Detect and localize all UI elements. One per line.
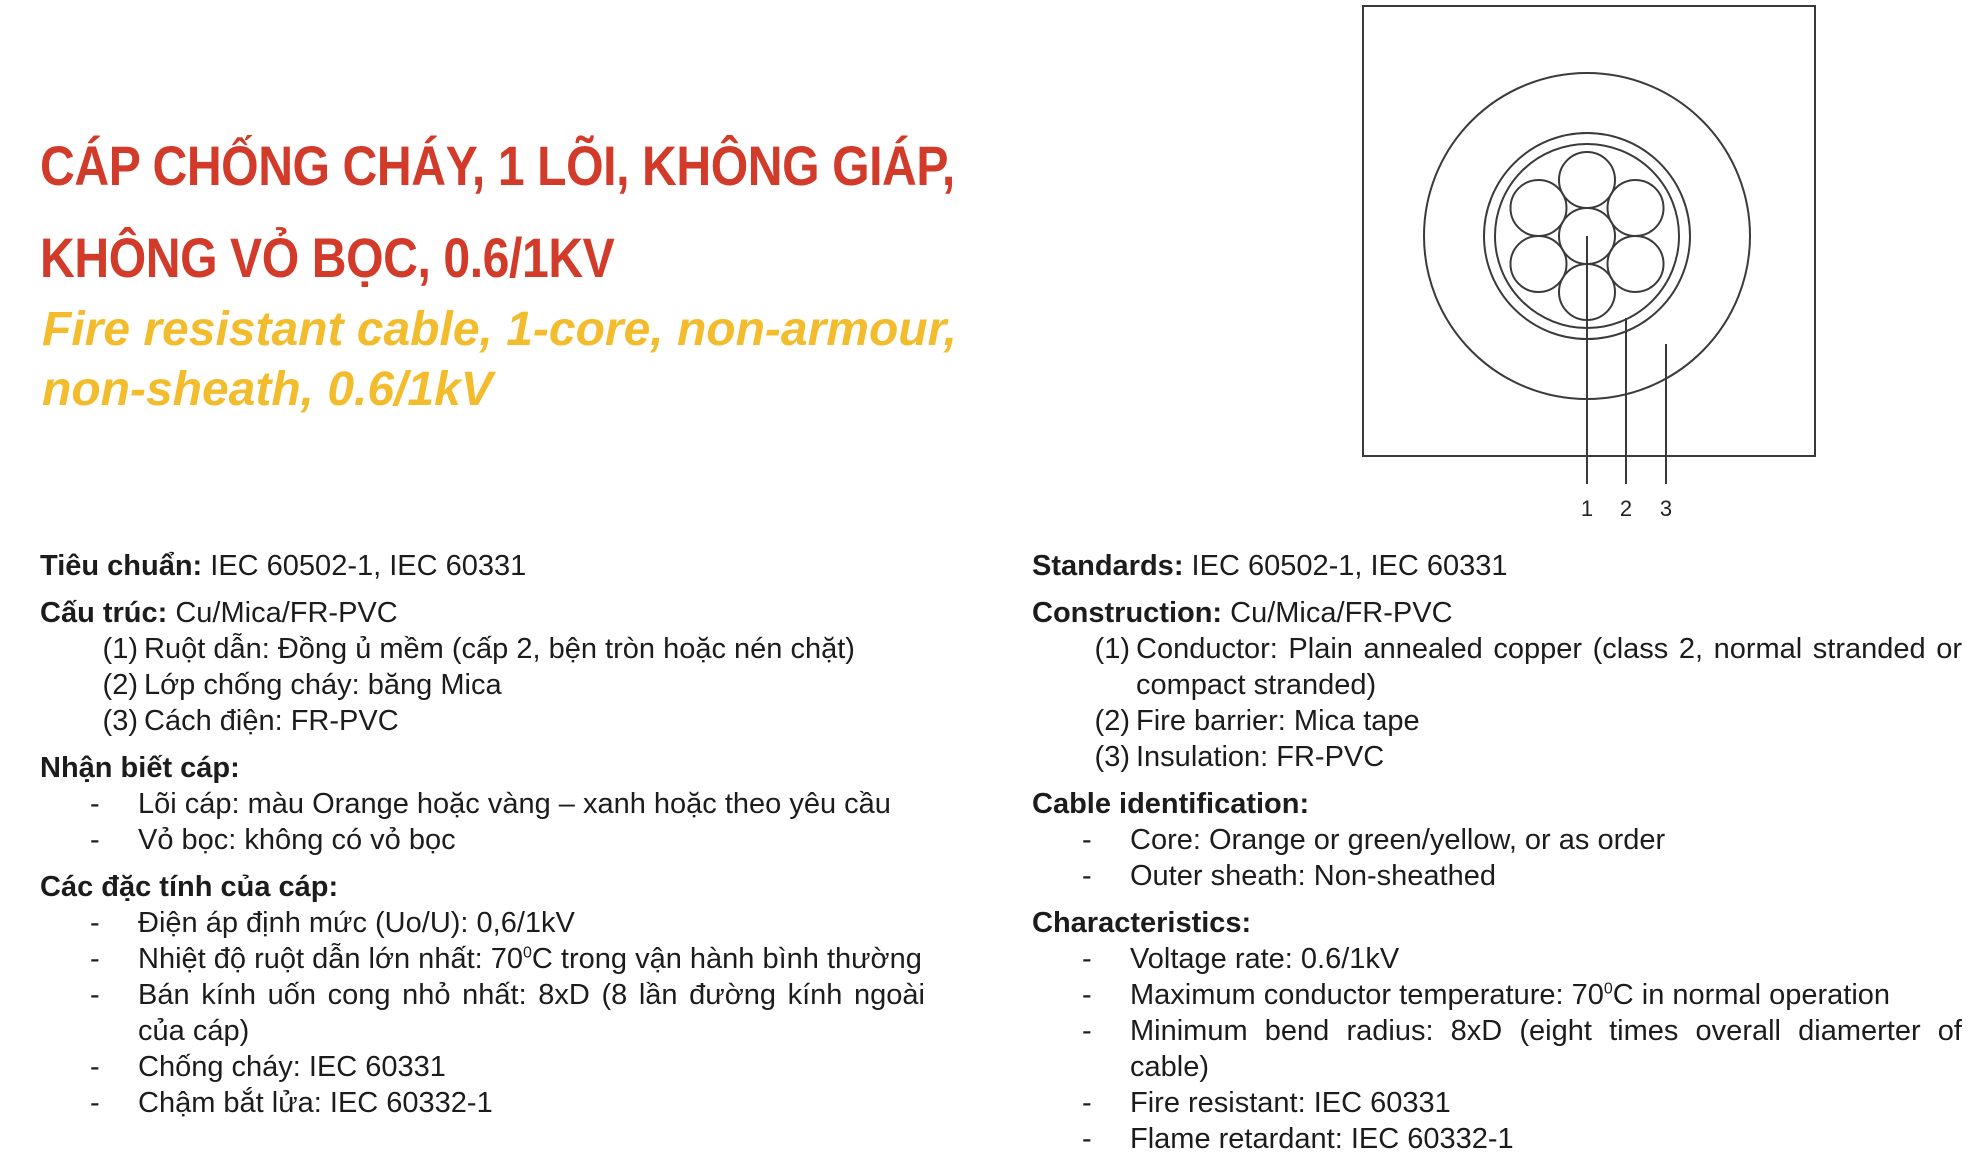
list-item xyxy=(1032,1013,1962,1085)
vi-standards-label: Tiêu chuẩn: xyxy=(40,550,203,582)
title-english xyxy=(42,300,957,420)
degree-superscript: 0 xyxy=(523,944,532,962)
strand-top-left xyxy=(1511,180,1567,236)
list-item xyxy=(1032,977,1962,1013)
title-vietnamese xyxy=(40,120,955,304)
vi-identification xyxy=(40,750,970,858)
item-number: (3) xyxy=(102,705,138,737)
en-standards-value: IEC 60502-1, IEC 60331 xyxy=(1183,550,1508,582)
vi-construction-value: Cu/Mica/FR-PVC xyxy=(167,597,398,629)
item-text: Điện áp định mức (Uo/U): 0,6/1kV xyxy=(138,907,575,939)
vi-characteristics-label: Các đặc tính của cáp: xyxy=(40,871,339,903)
item-dash: - xyxy=(90,943,100,975)
item-text: Core: Orange or green/yellow, or as order xyxy=(1130,824,1666,856)
list-item xyxy=(40,667,970,703)
item-text: Chậm bắt lửa: IEC 60332-1 xyxy=(138,1087,493,1119)
en-standards xyxy=(1032,548,1962,584)
item-dash: - xyxy=(90,979,100,1011)
list-item xyxy=(1032,941,1962,977)
vi-identification-label: Nhận biết cáp: xyxy=(40,752,240,784)
item-text: Vỏ bọc: không có vỏ bọc xyxy=(138,824,456,856)
cable-cross-section-diagram xyxy=(1360,0,1830,540)
item-text: Lớp chống cháy: băng Mica xyxy=(144,669,502,701)
en-construction-value: Cu/Mica/FR-PVC xyxy=(1222,597,1453,629)
list-item xyxy=(40,1049,925,1085)
title-vi-line-2: KHÔNG VỎ BỌC, 0.6/1KV xyxy=(40,226,615,289)
diagram-label-1: 1 xyxy=(1580,496,1594,521)
list-item xyxy=(1032,1085,1962,1121)
list-item xyxy=(1032,631,1962,703)
item-text: Outer sheath: Non-sheathed xyxy=(1130,860,1496,892)
vi-standards xyxy=(40,548,970,584)
list-item xyxy=(1032,822,1962,858)
item-number: (2) xyxy=(1094,705,1130,737)
title-vi-line-1: CÁP CHỐNG CHÁY, 1 LÕI, KHÔNG GIÁP, xyxy=(40,134,955,197)
item-text xyxy=(1130,977,1962,1013)
item-text: Cách điện: FR-PVC xyxy=(144,705,399,737)
english-spec-column xyxy=(1032,548,1962,1157)
list-item xyxy=(1032,858,1962,894)
list-item xyxy=(40,786,970,822)
item-dash: - xyxy=(1082,1123,1092,1155)
list-item xyxy=(40,905,925,941)
list-item xyxy=(40,941,925,977)
item-dash: - xyxy=(90,824,100,856)
diagram-label-2: 2 xyxy=(1619,496,1633,521)
item-number: (2) xyxy=(102,669,138,701)
list-item xyxy=(40,631,970,667)
list-item xyxy=(40,1085,925,1121)
en-construction-label: Construction: xyxy=(1032,597,1223,629)
list-item xyxy=(40,703,970,739)
item-dash: - xyxy=(90,788,100,820)
item-dash: - xyxy=(90,1051,100,1083)
item-text-pre: Maximum conductor temperature: 70 xyxy=(1130,979,1604,1011)
strand-bottom-right xyxy=(1608,236,1664,292)
item-text-post: C in normal operation xyxy=(1612,979,1891,1011)
item-text: Chống cháy: IEC 60331 xyxy=(138,1051,446,1083)
en-characteristics xyxy=(1032,905,1962,1157)
list-item xyxy=(40,822,970,858)
en-standards-label: Standards: xyxy=(1032,550,1184,582)
diagram-label-3: 3 xyxy=(1659,496,1673,521)
item-dash: - xyxy=(90,907,100,939)
vi-construction-label: Cấu trúc: xyxy=(40,597,168,629)
vi-standards-value: IEC 60502-1, IEC 60331 xyxy=(202,550,527,582)
item-dash: - xyxy=(1082,1015,1092,1047)
en-identification xyxy=(1032,786,1962,894)
item-text xyxy=(138,941,925,977)
item-text: Conductor: Plain annealed copper (class 2, normal stranded or compact stranded) xyxy=(1136,633,1962,701)
item-dash: - xyxy=(1082,860,1092,892)
item-dash: - xyxy=(1082,943,1092,975)
en-identification-label: Cable identification: xyxy=(1032,788,1310,820)
list-item xyxy=(40,977,925,1049)
en-characteristics-label: Characteristics: xyxy=(1032,907,1252,939)
strand-top xyxy=(1559,152,1615,208)
item-number: (1) xyxy=(102,633,138,665)
item-text: Lõi cáp: màu Orange hoặc vàng – xanh hoặc theo yêu cầu xyxy=(138,788,891,820)
item-text: Ruột dẫn: Đồng ủ mềm (cấp 2, bện tròn hoặc nén chặt) xyxy=(144,633,855,665)
title-en-line-1: Fire resistant cable, 1-core, non-armour, xyxy=(42,303,957,356)
item-text-pre: Nhiệt độ ruột dẫn lớn nhất: 70 xyxy=(138,943,524,975)
title-en-line-2: non-sheath, 0.6/1kV xyxy=(42,363,493,416)
degree-superscript: 0 xyxy=(1603,980,1613,998)
item-text: Minimum bend radius: 8xD (eight times overall diamerter of cable) xyxy=(1130,1015,1962,1083)
item-dash: - xyxy=(1082,1087,1092,1119)
vietnamese-spec-column xyxy=(40,548,970,1121)
item-text-post: C trong vận hành bình thường xyxy=(531,943,922,975)
list-item xyxy=(1032,739,1962,775)
item-text: Fire barrier: Mica tape xyxy=(1136,705,1420,737)
list-item xyxy=(1032,1121,1962,1157)
item-text: Voltage rate: 0.6/1kV xyxy=(1130,943,1400,975)
item-text: Bán kính uốn cong nhỏ nhất: 8xD (8 lần đường kính ngoài của cáp) xyxy=(138,979,925,1047)
item-dash: - xyxy=(1082,824,1092,856)
vi-characteristics xyxy=(40,869,970,1121)
list-item xyxy=(1032,703,1962,739)
item-dash: - xyxy=(1082,979,1092,1011)
item-dash: - xyxy=(90,1087,100,1119)
item-text: Flame retardant: IEC 60332-1 xyxy=(1130,1123,1514,1155)
item-number: (1) xyxy=(1094,633,1130,665)
strand-top-right xyxy=(1608,180,1664,236)
item-number: (3) xyxy=(1094,741,1130,773)
item-text: Insulation: FR-PVC xyxy=(1136,741,1385,773)
vi-construction xyxy=(40,595,970,739)
strand-bottom-left xyxy=(1511,236,1567,292)
item-text: Fire resistant: IEC 60331 xyxy=(1130,1087,1451,1119)
en-construction xyxy=(1032,595,1962,775)
